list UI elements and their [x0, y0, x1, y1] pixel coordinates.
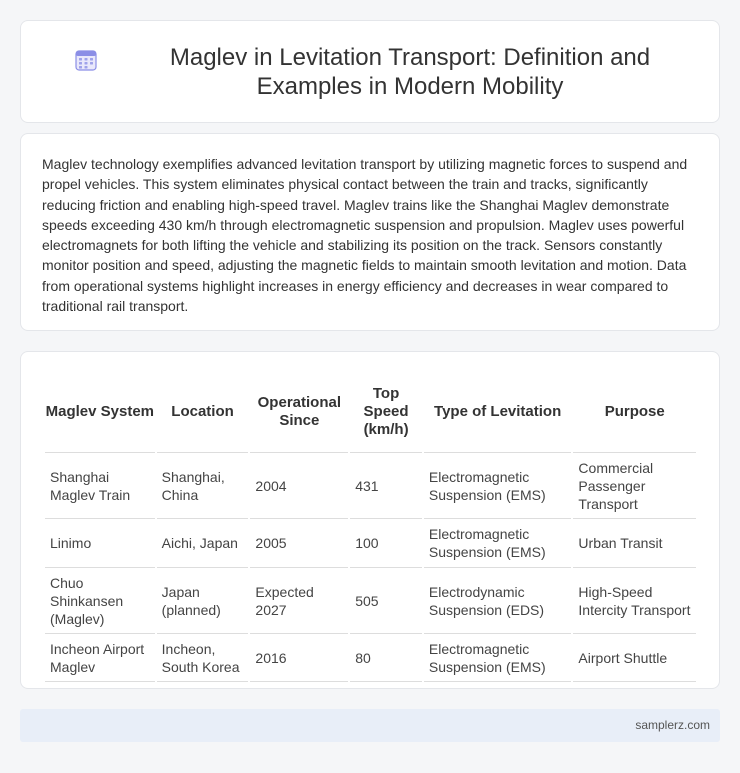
- table-cell: Linimo: [45, 519, 155, 568]
- table-cell: Incheon Airport Maglev: [45, 634, 155, 682]
- table-card: [20, 351, 720, 689]
- table-cell: 2016: [250, 634, 348, 682]
- table-cell: Electrodynamic Suspension (EDS): [424, 568, 572, 634]
- page-title: Maglev in Levitation Transport: Definition and Examples in Modern Mobility: [169, 44, 651, 100]
- table-cell: 2005: [250, 519, 348, 568]
- column-header: Operational Since: [250, 371, 348, 453]
- header-card: [20, 20, 720, 123]
- column-header: Type of Levitation: [424, 371, 572, 453]
- table-cell: Commercial Passenger Transport: [573, 453, 696, 519]
- table-cell: 505: [350, 568, 422, 634]
- column-header: Top Speed (km/h): [350, 371, 422, 453]
- table-row: [45, 634, 696, 682]
- table-cell: Expected 2027: [250, 568, 348, 634]
- table-cell: Shanghai, China: [157, 453, 249, 519]
- table-cell: Shanghai Maglev Train: [45, 453, 155, 519]
- table-cell: Incheon, South Korea: [157, 634, 249, 682]
- maglev-table: [43, 371, 698, 682]
- table-cell: 80: [350, 634, 422, 682]
- table-row: [45, 453, 696, 519]
- table-cell: High-Speed Intercity Transport: [573, 568, 696, 634]
- table-cell: Japan (planned): [157, 568, 249, 634]
- table-cell: Urban Transit: [573, 519, 696, 568]
- table-cell: Electromagnetic Suspension (EMS): [424, 519, 572, 568]
- table-cell: Chuo Shinkansen (Maglev): [45, 568, 155, 634]
- footer-site-link[interactable]: samplerz.com: [635, 718, 710, 732]
- table-row: [45, 519, 696, 568]
- table-cell: 431: [350, 453, 422, 519]
- footer-bar: [20, 709, 720, 742]
- intro-paragraph: Maglev technology exemplifies advanced levitation transport by utilizing magnetic forces to suspend and propel vehicles. This system eliminates physical contact between the train and tracks, significantly reducing friction and enabling high-speed travel. Maglev trains like the Shanghai Maglev demonstrate speeds exceeding 430 km/h through electromagnetic suspension and propulsion. Maglev uses powerful electromagnets for both lifting the vehicle and stabilizing its position on the track. Sensors constantly monitor position and speed, adjusting the magnetic fields to maintain smooth levitation and motion. Data from operational systems highlight increases in energy efficiency and decreases in wear compared to traditional rail transport.: [42, 156, 688, 315]
- table-cell: Electromagnetic Suspension (EMS): [424, 453, 572, 519]
- table-row: [45, 568, 696, 634]
- intro-card: [20, 133, 720, 331]
- column-header: Location: [157, 371, 249, 453]
- table-cell: 2004: [250, 453, 348, 519]
- table-cell: Electromagnetic Suspension (EMS): [424, 634, 572, 682]
- column-header: Maglev System: [45, 371, 155, 453]
- table-header-row: [45, 371, 696, 453]
- table-cell: Aichi, Japan: [157, 519, 249, 568]
- table-cell: Airport Shuttle: [573, 634, 696, 682]
- column-header: Purpose: [573, 371, 696, 453]
- table-cell: 100: [350, 519, 422, 568]
